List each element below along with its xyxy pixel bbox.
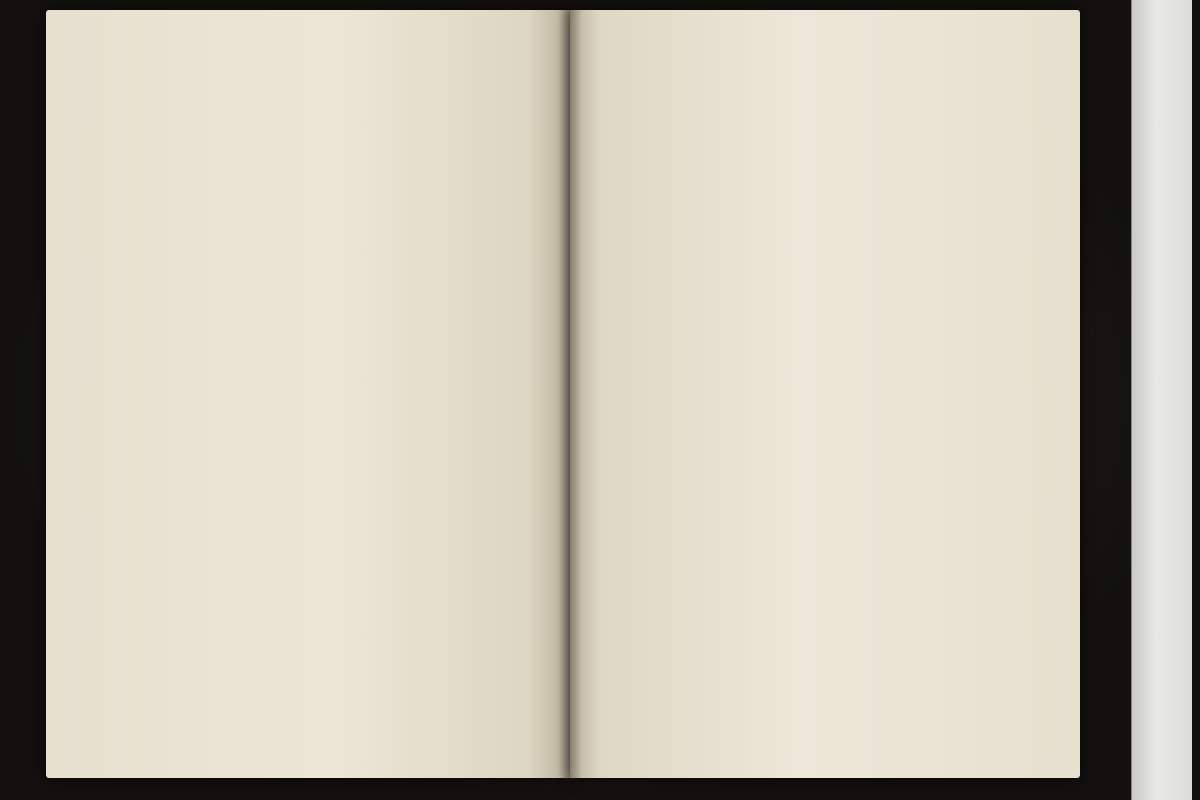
text-line — [150, 210, 156, 229]
text-line — [150, 88, 156, 107]
text-line — [150, 290, 156, 309]
text-line — [150, 311, 156, 330]
text-line — [150, 270, 156, 289]
text-line — [150, 371, 156, 390]
left-page — [46, 10, 570, 778]
measuring-ruler — [1131, 0, 1192, 800]
right-page — [570, 10, 1080, 778]
text-line — [150, 169, 156, 188]
text-line — [150, 109, 156, 128]
open-booklet — [40, 10, 1100, 792]
text-line — [150, 432, 156, 451]
text-line — [150, 129, 156, 148]
text-line — [150, 149, 156, 168]
text-line — [150, 391, 156, 410]
text-line — [150, 331, 156, 350]
text-line — [150, 412, 156, 431]
